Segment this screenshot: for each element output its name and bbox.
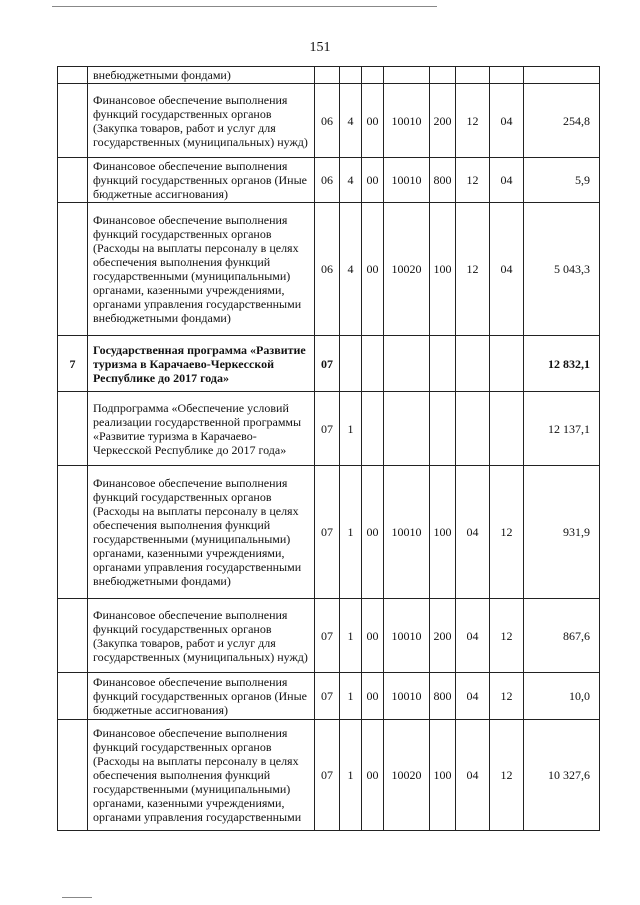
cell-subsection: 12 xyxy=(490,720,524,831)
cell-number xyxy=(58,84,88,158)
cell-amount: 931,9 xyxy=(524,466,600,599)
cell-name: Финансовое обеспечение выполнения функций государственных органов (Иные бюджетные ассигнования) xyxy=(88,673,315,720)
cell-program-code: 06 xyxy=(315,84,340,158)
cell-amount: 10,0 xyxy=(524,673,600,720)
cell-expense-code xyxy=(384,392,430,466)
cell-expense-code xyxy=(384,67,430,84)
cell-program-code: 06 xyxy=(315,158,340,203)
scan-edge-line xyxy=(52,6,437,7)
cell-program-code: 07 xyxy=(315,336,340,392)
cell-expense-type: 100 xyxy=(430,466,456,599)
table-row xyxy=(58,67,600,84)
cell-direction-code: 00 xyxy=(362,720,384,831)
cell-subprogram-code: 1 xyxy=(340,392,362,466)
cell-amount: 12 832,1 xyxy=(524,336,600,392)
cell-program-code: 07 xyxy=(315,720,340,831)
cell-expense-type: 100 xyxy=(430,203,456,336)
table-body xyxy=(58,67,600,831)
cell-number xyxy=(58,392,88,466)
cell-section: 04 xyxy=(456,673,490,720)
table-row xyxy=(58,720,600,831)
cell-section xyxy=(456,67,490,84)
cell-section xyxy=(456,336,490,392)
table-row xyxy=(58,336,600,392)
cell-expense-type xyxy=(430,67,456,84)
cell-number xyxy=(58,466,88,599)
cell-expense-type: 200 xyxy=(430,599,456,673)
cell-number xyxy=(58,720,88,831)
scan-mark xyxy=(62,897,92,898)
cell-name: Финансовое обеспечение выполнения функций государственных органов (Иные бюджетные ассигнования) xyxy=(88,158,315,203)
cell-expense-type xyxy=(430,336,456,392)
table-row xyxy=(58,599,600,673)
cell-number xyxy=(58,158,88,203)
table-row xyxy=(58,392,600,466)
cell-direction-code: 00 xyxy=(362,84,384,158)
cell-name: Финансовое обеспечение выполнения функций государственных органов (Расходы на выплаты персоналу в целях обеспечения выполнения функций государственными (муниципальными) органами, казенными учреждениями, органами управления государственными xyxy=(88,720,315,831)
cell-subprogram-code xyxy=(340,67,362,84)
cell-subprogram-code: 4 xyxy=(340,203,362,336)
cell-name: Финансовое обеспечение выполнения функций государственных органов (Закупка товаров, работ и услуг для государственных (муниципальных) нужд) xyxy=(88,599,315,673)
page-number: 151 xyxy=(309,40,331,55)
cell-direction-code xyxy=(362,336,384,392)
cell-section: 12 xyxy=(456,158,490,203)
cell-expense-code: 10010 xyxy=(384,599,430,673)
cell-direction-code: 00 xyxy=(362,158,384,203)
cell-name: Финансовое обеспечение выполнения функций государственных органов (Закупка товаров, работ и услуг для государственных (муниципальных) нужд) xyxy=(88,84,315,158)
cell-subsection: 04 xyxy=(490,203,524,336)
cell-direction-code: 00 xyxy=(362,673,384,720)
cell-direction-code xyxy=(362,67,384,84)
cell-expense-code: 10010 xyxy=(384,466,430,599)
cell-expense-code: 10020 xyxy=(384,203,430,336)
cell-subsection: 04 xyxy=(490,84,524,158)
cell-subprogram-code: 1 xyxy=(340,599,362,673)
cell-expense-code: 10020 xyxy=(384,720,430,831)
cell-subsection xyxy=(490,67,524,84)
cell-subsection xyxy=(490,392,524,466)
cell-subprogram-code: 4 xyxy=(340,158,362,203)
budget-table xyxy=(57,66,600,831)
table-row xyxy=(58,158,600,203)
cell-section: 12 xyxy=(456,203,490,336)
cell-direction-code: 00 xyxy=(362,203,384,336)
cell-amount: 12 137,1 xyxy=(524,392,600,466)
cell-name: внебюджетными фондами) xyxy=(88,67,315,84)
cell-expense-code xyxy=(384,336,430,392)
cell-subsection: 12 xyxy=(490,466,524,599)
cell-expense-type: 200 xyxy=(430,84,456,158)
cell-amount: 5,9 xyxy=(524,158,600,203)
cell-subprogram-code: 1 xyxy=(340,673,362,720)
cell-subsection: 04 xyxy=(490,158,524,203)
cell-expense-type: 800 xyxy=(430,673,456,720)
cell-number xyxy=(58,673,88,720)
cell-expense-code: 10010 xyxy=(384,84,430,158)
cell-direction-code xyxy=(362,392,384,466)
table-row xyxy=(58,203,600,336)
cell-expense-type xyxy=(430,392,456,466)
cell-name: Подпрограмма «Обеспечение условий реализации государственной программы «Развитие туризма в Карачаево-Черкесской Республике до 2017 года» xyxy=(88,392,315,466)
cell-number xyxy=(58,203,88,336)
cell-section xyxy=(456,392,490,466)
cell-name: Финансовое обеспечение выполнения функций государственных органов (Расходы на выплаты персоналу в целях обеспечения выполнения функций государственными (муниципальными) органами, казенными учреждениями, органами управления государственными внебюджетными фондами) xyxy=(88,466,315,599)
cell-section: 12 xyxy=(456,84,490,158)
cell-program-code: 07 xyxy=(315,392,340,466)
cell-number: 7 xyxy=(58,336,88,392)
cell-amount: 254,8 xyxy=(524,84,600,158)
cell-program-code: 07 xyxy=(315,599,340,673)
cell-program-code xyxy=(315,67,340,84)
cell-name: Государственная программа «Развитие туризма в Карачаево-Черкесской Республике до 2017 года» xyxy=(88,336,315,392)
cell-amount: 10 327,6 xyxy=(524,720,600,831)
cell-subsection: 12 xyxy=(490,599,524,673)
cell-expense-type: 800 xyxy=(430,158,456,203)
cell-name: Финансовое обеспечение выполнения функций государственных органов (Расходы на выплаты персоналу в целях обеспечения выполнения функций государственными (муниципальными) органами, казенными учреждениями, органами управления государственными внебюджетными фондами) xyxy=(88,203,315,336)
table-row xyxy=(58,84,600,158)
cell-program-code: 07 xyxy=(315,673,340,720)
cell-subprogram-code: 4 xyxy=(340,84,362,158)
cell-number xyxy=(58,67,88,84)
cell-expense-type: 100 xyxy=(430,720,456,831)
cell-subsection xyxy=(490,336,524,392)
cell-direction-code: 00 xyxy=(362,466,384,599)
cell-amount xyxy=(524,67,600,84)
cell-subsection: 12 xyxy=(490,673,524,720)
cell-expense-code: 10010 xyxy=(384,158,430,203)
cell-program-code: 07 xyxy=(315,466,340,599)
cell-section: 04 xyxy=(456,720,490,831)
cell-section: 04 xyxy=(456,466,490,599)
cell-amount: 5 043,3 xyxy=(524,203,600,336)
cell-direction-code: 00 xyxy=(362,599,384,673)
cell-section: 04 xyxy=(456,599,490,673)
cell-program-code: 06 xyxy=(315,203,340,336)
cell-number xyxy=(58,599,88,673)
cell-expense-code: 10010 xyxy=(384,673,430,720)
cell-subprogram-code: 1 xyxy=(340,720,362,831)
cell-amount: 867,6 xyxy=(524,599,600,673)
cell-subprogram-code: 1 xyxy=(340,466,362,599)
table-row xyxy=(58,673,600,720)
table-row xyxy=(58,466,600,599)
cell-subprogram-code xyxy=(340,336,362,392)
